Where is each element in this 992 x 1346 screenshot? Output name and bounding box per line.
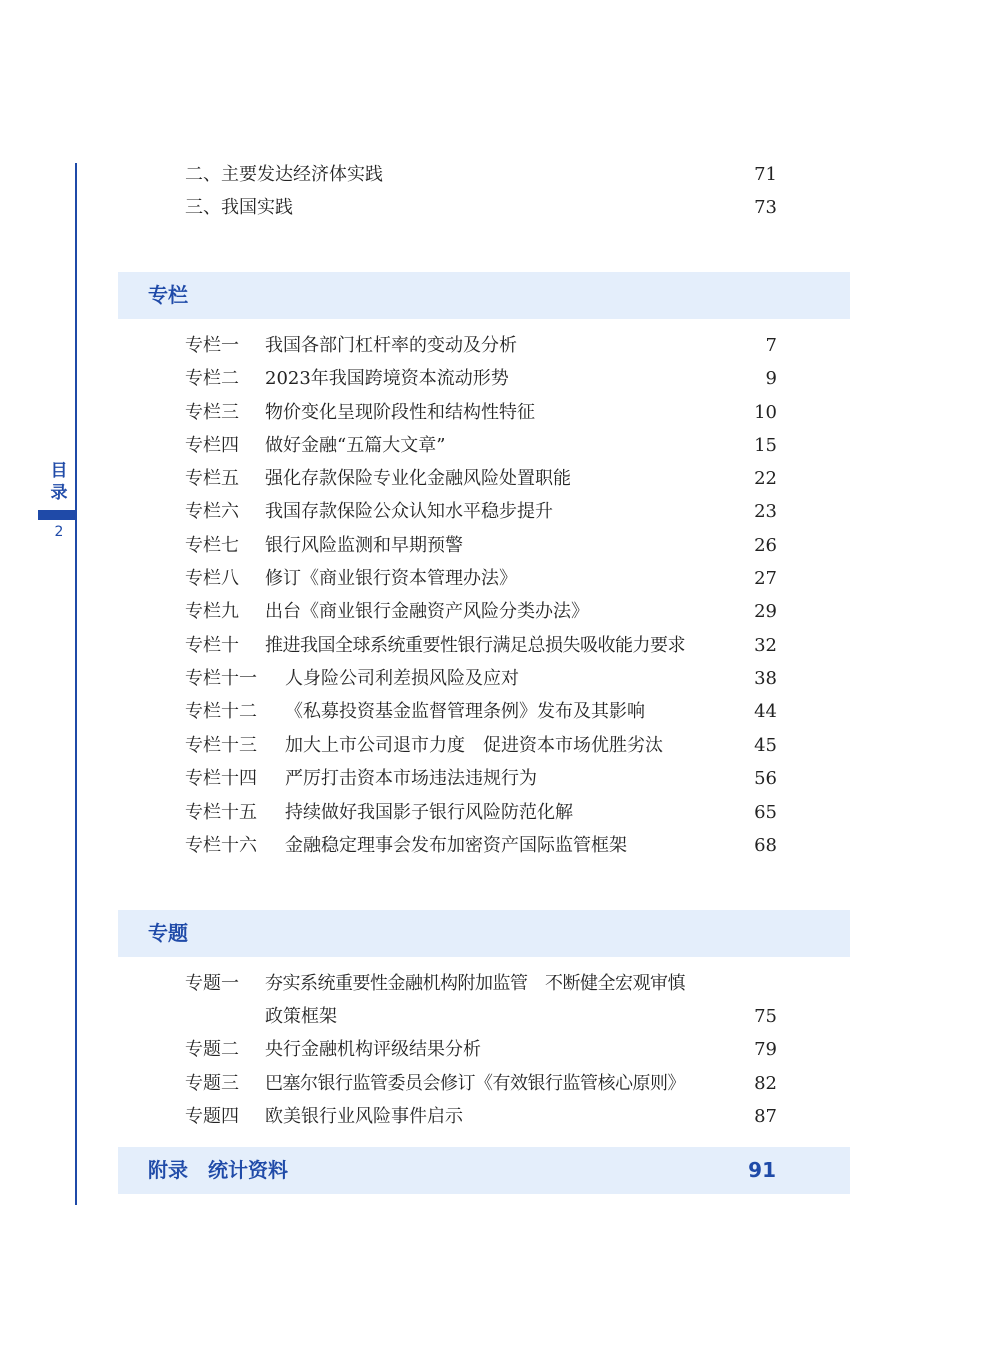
toc-entry-page: 87 [754,1106,777,1127]
toc-entry-prefix: 专栏七 [185,535,239,556]
toc-entry[interactable] [185,1071,777,1097]
toc-entry-prefix: 专栏五 [185,468,239,489]
toc-entry-prefix: 专栏一 [185,335,239,356]
toc-entry-prefix: 专题四 [185,1106,239,1127]
toc-entry-title: 三、我国实践 [185,197,293,218]
toc-entry[interactable] [185,195,777,221]
toc-entry-prefix: 专栏八 [185,568,239,589]
toc-entry-title: 我国各部门杠杆率的变动及分析 [265,335,517,356]
toc-entry-title: 2023年我国跨境资本流动形势 [265,368,509,389]
toc-entry-prefix: 专栏二 [185,368,239,389]
toc-entry[interactable] [185,400,777,426]
section-header-boxes [118,272,850,319]
side-section-label: 目录 [50,461,68,503]
toc-entry-title: 巴塞尔银行监管委员会修订《有效银行监管核心原则》 [265,1073,685,1094]
toc-entry-prefix: 专栏十五 [185,802,257,823]
toc-entry-title: 加大上市公司退市力度 促进资本市场优胜劣汰 [285,735,663,756]
toc-entry[interactable] [185,766,777,792]
toc-entry-page: 45 [754,735,777,756]
toc-entry-title: 推进我国全球系统重要性银行满足总损失吸收能力要求 [265,635,685,656]
toc-entry-page: 22 [754,468,777,489]
toc-entry-title: 金融稳定理事会发布加密资产国际监管框架 [285,835,627,856]
toc-entry[interactable] [185,599,777,625]
toc-entry-page: 10 [754,402,777,423]
toc-entry-title-continued: 政策框架 [265,1006,337,1027]
toc-entry-title: 央行金融机构评级结果分析 [265,1039,481,1060]
toc-entry[interactable] [185,466,777,492]
toc-entry-page: 71 [754,164,777,185]
toc-entry-prefix: 专栏九 [185,601,239,622]
toc-entry-title: 严厉打击资本市场违法违规行为 [285,768,537,789]
toc-entry[interactable] [185,971,777,997]
toc-entry[interactable] [185,433,777,459]
toc-entry-title: 人身险公司利差损风险及应对 [285,668,519,689]
toc-entry-page: 23 [754,501,777,522]
toc-entry-prefix: 专栏十一 [185,668,257,689]
toc-entry[interactable] [185,1037,777,1063]
toc-entry-page: 27 [754,568,777,589]
toc-entry[interactable] [185,633,777,659]
toc-entry-title: 持续做好我国影子银行风险防范化解 [285,802,573,823]
toc-entry-page: 26 [754,535,777,556]
toc-entry[interactable] [185,333,777,359]
appendix-page: 91 [748,1158,776,1182]
toc-entry-title: 强化存款保险专业化金融风险处置职能 [265,468,571,489]
toc-entry-page: 56 [754,768,777,789]
toc-entry-page: 79 [754,1039,777,1060]
toc-entry-page: 15 [754,435,777,456]
toc-entry-title: 二、主要发达经济体实践 [185,164,383,185]
section-header-topics [118,910,850,957]
toc-entry-prefix: 专栏十四 [185,768,257,789]
toc-entry[interactable] [185,366,777,392]
toc-entry-page: 7 [765,335,777,356]
toc-entry[interactable] [185,533,777,559]
toc-entry-page: 75 [754,1006,777,1027]
toc-entry[interactable] [185,833,777,859]
toc-entry-title: 我国存款保险公众认知水平稳步提升 [265,501,553,522]
side-rule [75,163,77,1205]
toc-entry-prefix: 专题二 [185,1039,239,1060]
toc-entry[interactable] [185,499,777,525]
toc-entry-title: 银行风险监测和早期预警 [265,535,463,556]
side-marker-bar [38,510,76,520]
toc-entry-prefix: 专栏六 [185,501,239,522]
toc-entry-prefix: 专栏十三 [185,735,257,756]
toc-entry-page: 29 [754,601,777,622]
toc-entry-prefix: 专栏十六 [185,835,257,856]
toc-entry-page: 32 [754,635,777,656]
toc-entry-prefix: 专栏四 [185,435,239,456]
toc-entry-title: 出台《商业银行金融资产风险分类办法》 [265,601,589,622]
toc-entry-page: 44 [754,701,777,722]
appendix-title: 附录 统计资料 [148,1158,288,1182]
toc-entry-continuation[interactable] [185,1004,777,1030]
toc-entry-prefix: 专题三 [185,1073,239,1094]
toc-entry-page: 68 [754,835,777,856]
toc-entry[interactable] [185,1104,777,1130]
toc-entry[interactable] [185,733,777,759]
page-number: 2 [54,524,64,540]
toc-entry-title: 修订《商业银行资本管理办法》 [265,568,517,589]
toc-entry-page: 65 [754,802,777,823]
toc-entry[interactable] [185,666,777,692]
toc-entry-title: 夯实系统重要性金融机构附加监管 不断健全宏观审慎 [265,973,685,994]
toc-entry-page: 82 [754,1073,777,1094]
section-title: 专栏 [148,283,188,307]
toc-entry-page: 38 [754,668,777,689]
toc-entry-title: 《私募投资基金监督管理条例》发布及其影响 [285,701,645,722]
appendix-entry[interactable] [118,1147,850,1194]
toc-entry-prefix: 专栏十 [185,635,239,656]
toc-entry-prefix: 专栏十二 [185,701,257,722]
toc-entry-page: 73 [754,197,777,218]
section-title: 专题 [148,921,188,945]
toc-entry-title: 物价变化呈现阶段性和结构性特征 [265,402,535,423]
toc-entry[interactable] [185,800,777,826]
toc-entry[interactable] [185,162,777,188]
toc-entry-title: 做好金融“五篇大文章” [265,435,446,456]
toc-entry[interactable] [185,566,777,592]
toc-entry-prefix: 专题一 [185,973,239,994]
toc-entry-title: 欧美银行业风险事件启示 [265,1106,463,1127]
toc-entry-prefix: 专栏三 [185,402,239,423]
toc-entry[interactable] [185,699,777,725]
toc-entry-page: 9 [765,368,777,389]
